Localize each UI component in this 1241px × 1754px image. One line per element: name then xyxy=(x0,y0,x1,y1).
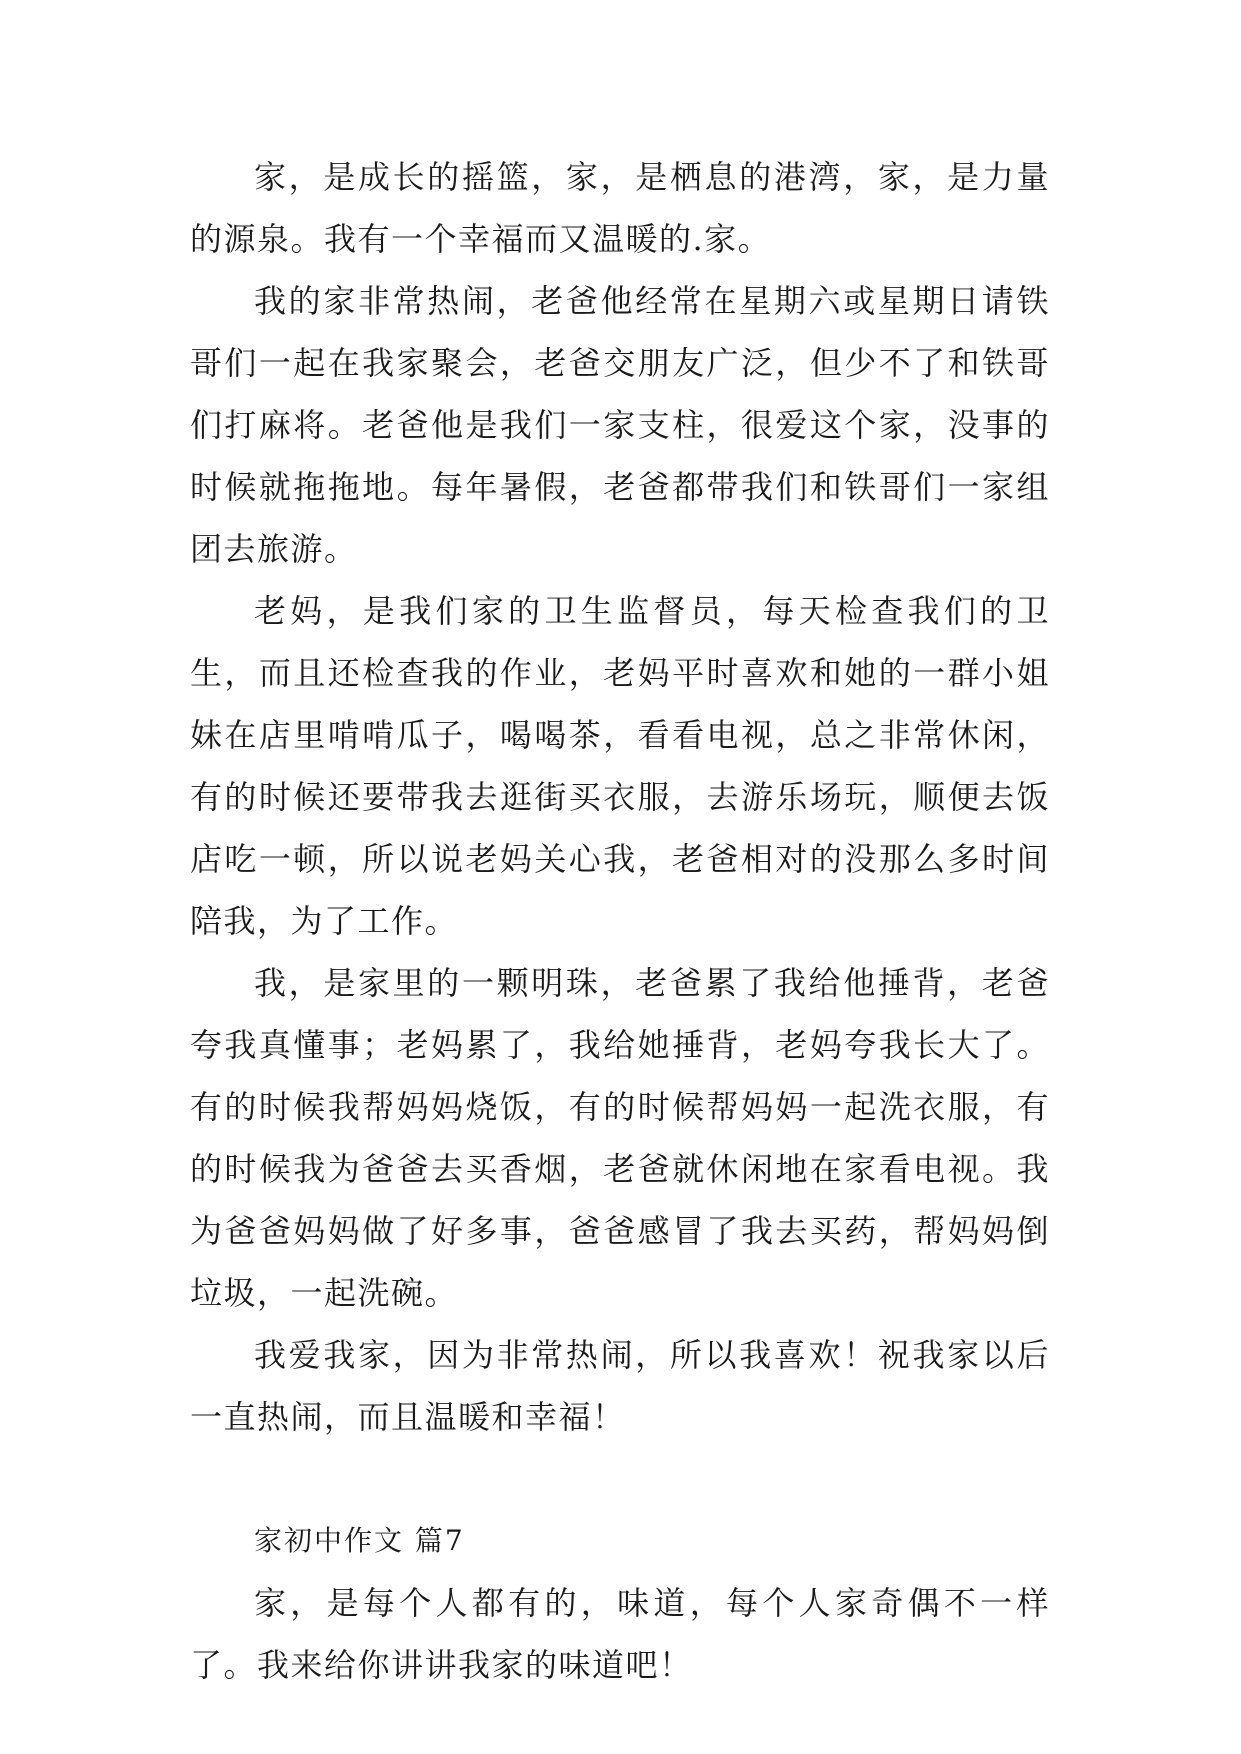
paragraph-intro: 家，是成长的摇篮，家，是栖息的港湾，家，是力量的源泉。我有一个幸福而又温暖的.家。 xyxy=(190,158,1050,258)
paragraph-me: 我，是家里的一颗明珠，老爸累了我给他捶背，老爸夸我真懂事；老妈累了，我给她捶背，老妈夸我长大了。有的时候我帮妈妈烧饭，有的时候帮妈妈一起洗衣服，有的时候我为爸爸去买香烟，老爸就休闲地在家看电视。我为爸爸妈妈做了好多事，爸爸感冒了我去买药，帮妈妈倒垃圾，一起洗碗。 xyxy=(190,964,1050,1312)
section-heading: 家初中作文 篇7 xyxy=(254,1524,465,1557)
paragraph-father: 我的家非常热闹，老爸他经常在星期六或星期日请铁哥们一起在我家聚会，老爸交朋友广泛，但少不了和铁哥们打麻将。老爸他是我们一家支柱，很爱这个家，没事的时候就拖拖地。每年暑假，老爸都带我们和铁哥们一家组团去旅游。 xyxy=(190,282,1050,568)
paragraph-conclusion: 我爱我家，因为非常热闹，所以我喜欢！祝我家以后一直热闹，而且温暖和幸福！ xyxy=(190,1336,1050,1436)
document-body xyxy=(190,146,1050,1696)
section-gap xyxy=(190,1448,1050,1510)
paragraph-mother: 老妈，是我们家的卫生监督员，每天检查我们的卫生，而且还检查我的作业，老妈平时喜欢和她的一群小姐妹在店里啃啃瓜子，喝喝茶，看看电视，总之非常休闲，有的时候还要带我去逛街买衣服，去游乐场玩，顺便去饭店吃一顿，所以说老妈关心我，老爸相对的没那么多时间陪我，为了工作。 xyxy=(190,592,1050,940)
paragraph-essay7-intro: 家，是每个人都有的，味道，每个人家奇偶不一样了。我来给你讲讲我家的味道吧！ xyxy=(190,1584,1050,1684)
